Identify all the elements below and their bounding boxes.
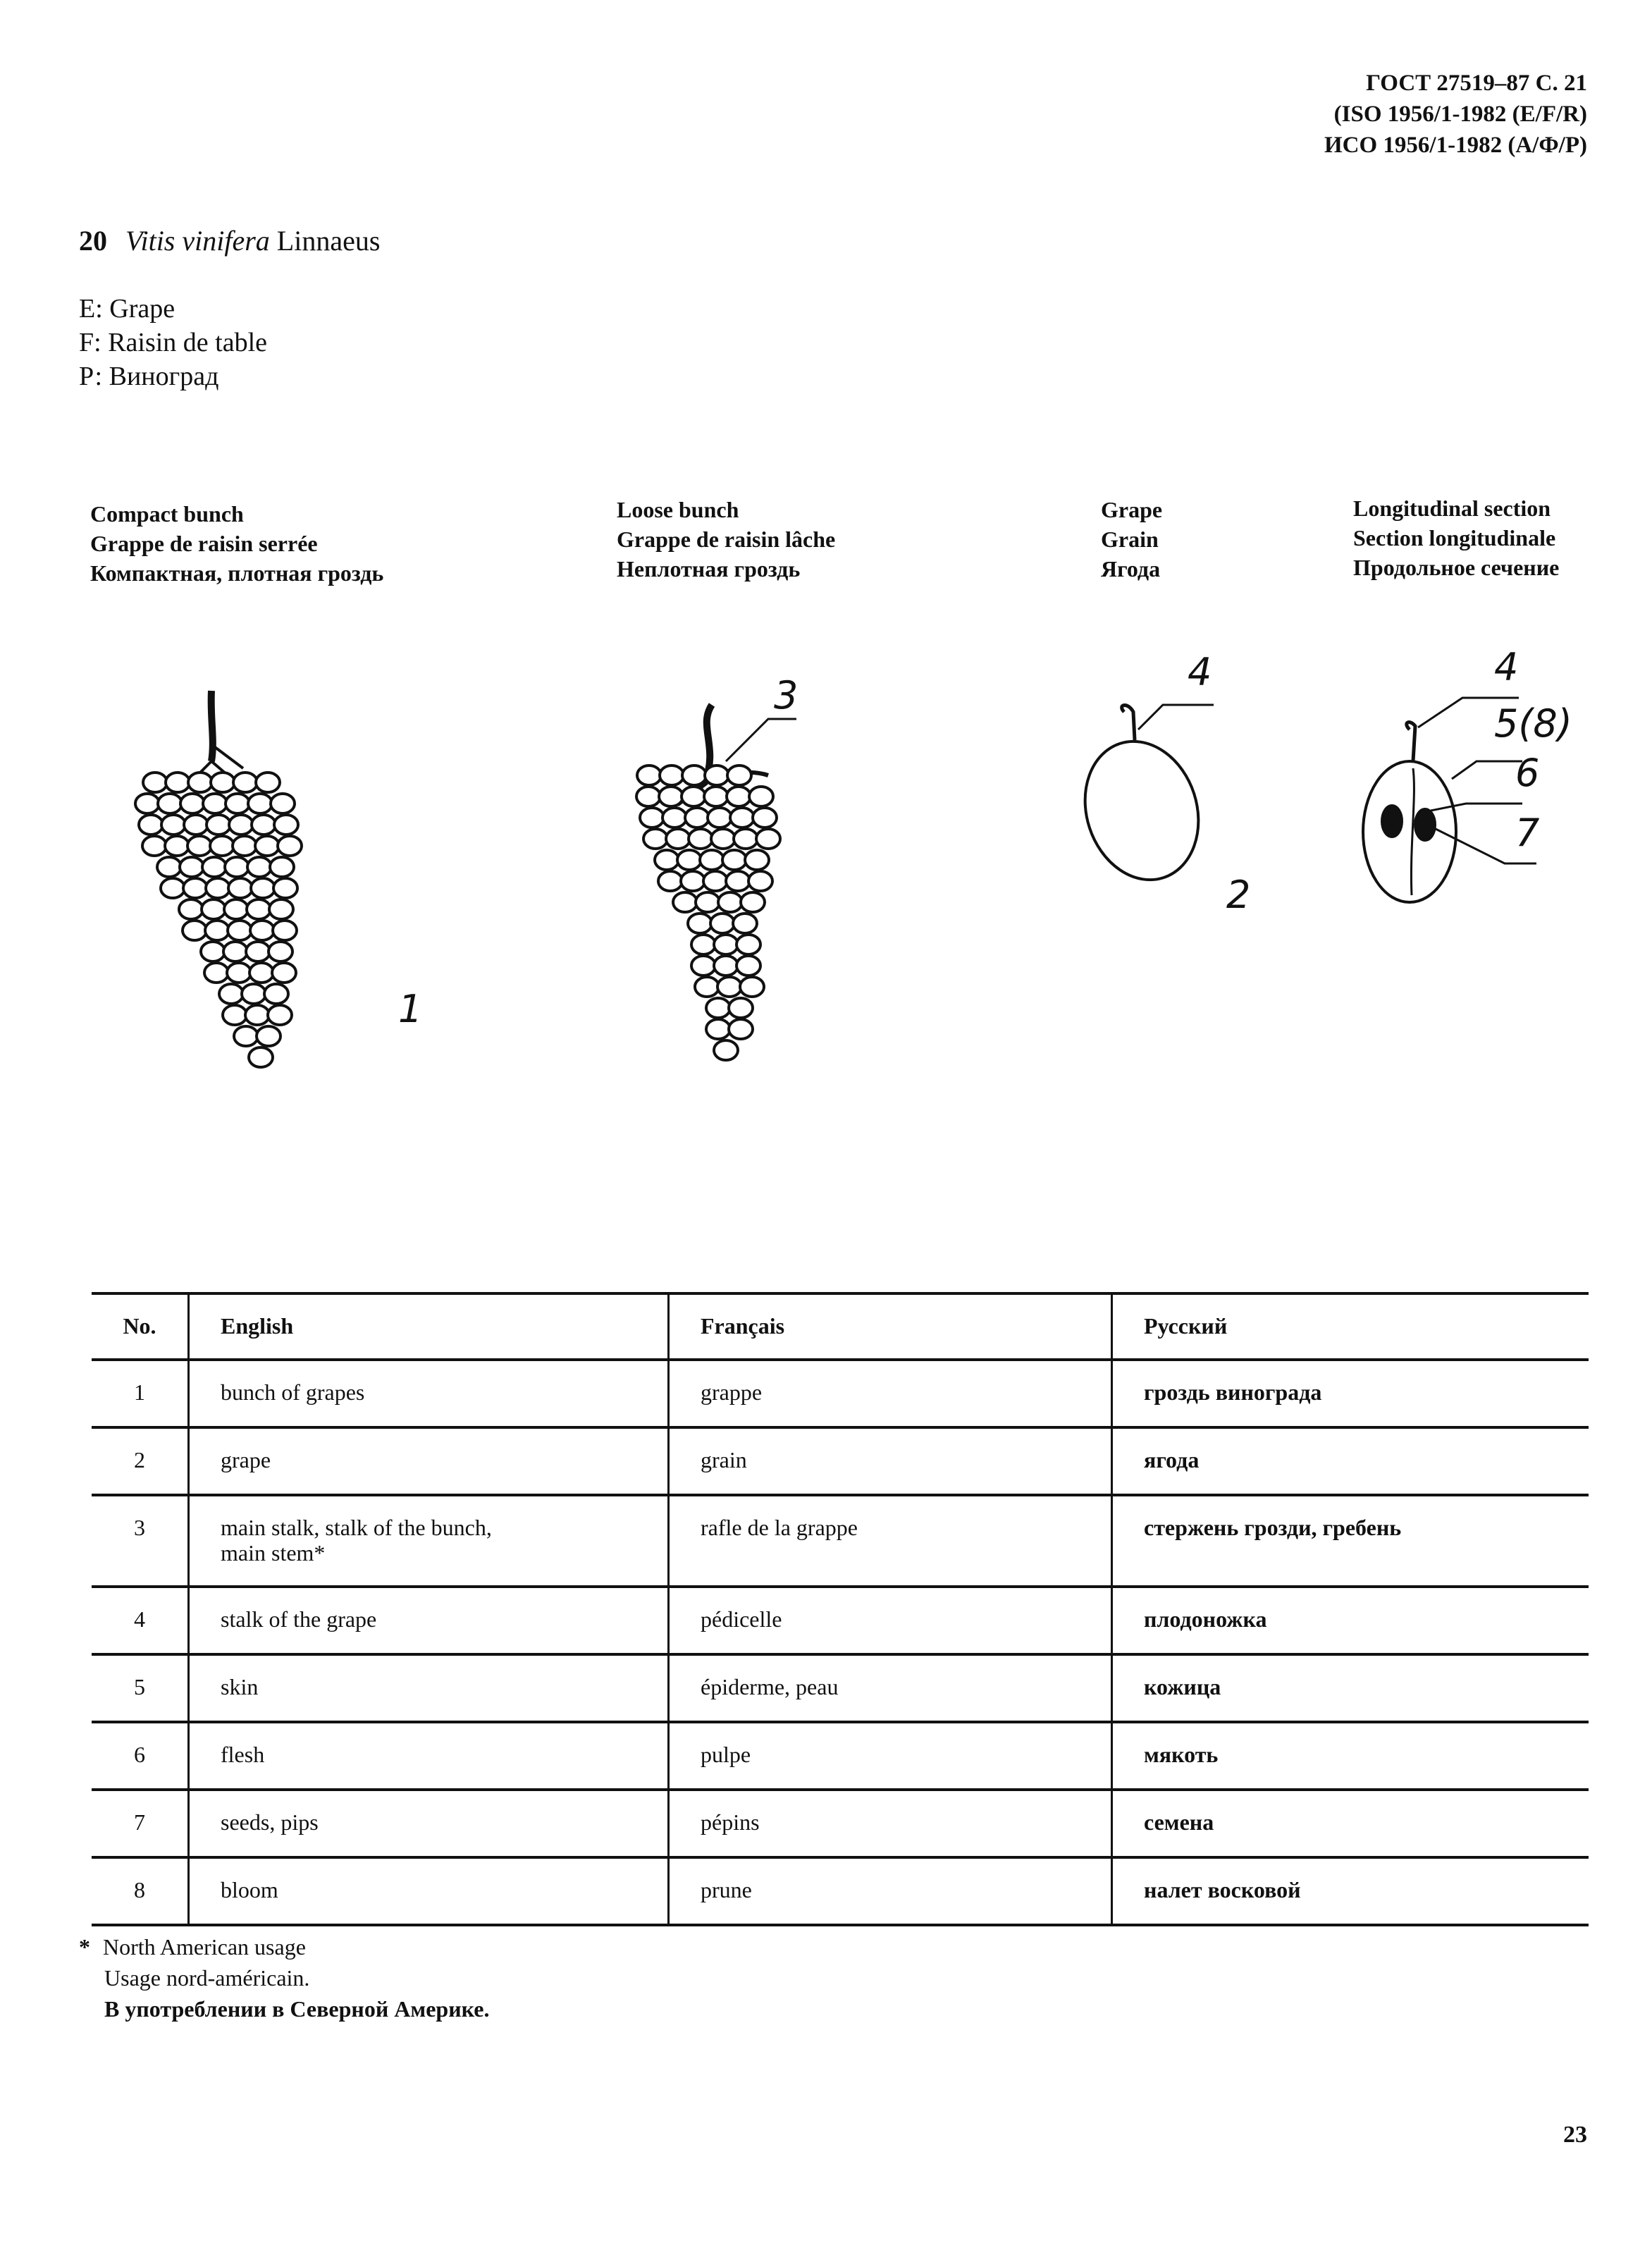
loose-bunch-berry — [729, 998, 753, 1018]
compact-bunch-berry — [273, 878, 297, 898]
loose-bunch-berry — [748, 871, 772, 891]
loose-bunch-berry — [677, 850, 701, 870]
name-english: E: Grape — [79, 294, 175, 324]
species-number: 20 — [79, 225, 107, 257]
compact-bunch-berry — [225, 857, 249, 877]
single-grape-berry — [1068, 727, 1216, 894]
loose-bunch-berry — [673, 892, 697, 912]
compact-bunch-berry — [233, 773, 257, 792]
loose-bunch-berry — [655, 850, 679, 870]
loose-bunch-berry — [714, 1040, 738, 1060]
compact-bunch-berry — [204, 963, 228, 983]
header-standard: ГОСТ 27519–87 С. 21 — [1366, 70, 1587, 96]
compact-bunch-berry — [250, 921, 274, 940]
loose-bunch-berry — [703, 871, 727, 891]
terms-table — [92, 1292, 1589, 1926]
loose-bunch-berry — [753, 808, 777, 828]
compact-bunch-berry — [180, 857, 204, 877]
compact-bunch-berry — [161, 815, 185, 835]
loose-bunch-berry — [718, 892, 742, 912]
name-french: F: Raisin de table — [79, 328, 268, 357]
loose-bunch-berry — [637, 765, 661, 785]
table-row: 2 grape grain ягода — [92, 1427, 1589, 1495]
loose-bunch-berry — [729, 1019, 753, 1039]
compact-bunch-berry — [268, 1005, 292, 1025]
loose-bunch-berry — [717, 977, 741, 997]
compact-bunch-berry — [157, 857, 181, 877]
figure-label-3: 3 — [774, 673, 799, 718]
loose-bunch-berry — [660, 765, 684, 785]
loose-bunch-berry — [691, 956, 715, 976]
figure-label-2: 2 — [1226, 873, 1251, 917]
compact-bunch-berry — [205, 921, 229, 940]
compact-bunch-berry — [249, 1047, 273, 1067]
compact-bunch-stalk — [211, 691, 213, 761]
compact-bunch-berry — [188, 773, 212, 792]
compact-bunch-berry — [252, 815, 276, 835]
loose-bunch-berry — [643, 829, 667, 849]
loose-bunch-berry — [688, 914, 712, 933]
loose-bunch-berry — [714, 935, 738, 954]
header-iso-ru-ref: ИСО 1956/1-1982 (А/Ф/Р) — [1324, 133, 1587, 158]
caption-longitudinal-section: Longitudinal section Section longitudinale Продольное сечение — [1353, 496, 1560, 580]
compact-bunch-berry — [203, 794, 227, 813]
loose-bunch-berry — [734, 829, 758, 849]
header-iso-ref: (ISO 1956/1-1982 (E/F/R) — [1333, 102, 1587, 127]
compact-bunch-berry — [206, 878, 230, 898]
compact-bunch-berry — [257, 1026, 281, 1046]
compact-bunch-berry — [202, 899, 226, 919]
loose-bunch-berry — [658, 871, 682, 891]
compact-bunch-berry — [165, 836, 189, 856]
compact-bunch-berry — [256, 773, 280, 792]
compact-bunch-berry — [269, 899, 293, 919]
footnote — [79, 1931, 489, 2024]
loose-bunch-berry — [727, 765, 751, 785]
compact-bunch-berry — [180, 794, 204, 813]
table-row: 8 bloom prune налет восковой — [92, 1857, 1589, 1925]
section-label-5-8: 5(8) — [1494, 701, 1572, 746]
section-label-4: 4 — [1494, 645, 1519, 689]
compact-bunch-berry — [143, 773, 167, 792]
loose-bunch-berry — [695, 977, 719, 997]
compact-bunch-berry — [161, 878, 185, 898]
compact-bunch-berry — [270, 857, 294, 877]
compact-bunch-berry — [183, 878, 207, 898]
loose-bunch-berry — [640, 808, 664, 828]
loose-bunch-berry — [710, 914, 734, 933]
table-row: 6 flesh pulpe мякоть — [92, 1722, 1589, 1790]
compact-bunch-berry — [273, 921, 297, 940]
compact-bunch-berry — [249, 963, 273, 983]
compact-bunch-berry — [251, 878, 275, 898]
col-header-english: English — [189, 1293, 669, 1360]
loose-bunch-berry — [727, 787, 751, 806]
table-row: 1 bunch of grapes grappe гроздь винограда — [92, 1360, 1589, 1427]
loose-bunch-berry — [706, 998, 730, 1018]
seed-left — [1382, 806, 1402, 837]
seed-right — [1415, 809, 1435, 840]
compact-bunch-berry — [142, 836, 166, 856]
table-row: 5 skin épiderme, peau кожица — [92, 1654, 1589, 1722]
compact-bunch-berry — [247, 899, 271, 919]
col-header-number: No. — [92, 1293, 189, 1360]
loose-bunch-berry — [745, 850, 769, 870]
compact-bunch-berry — [139, 815, 163, 835]
loose-bunch-berry — [659, 787, 683, 806]
footnote-english: North American usage — [103, 1934, 306, 1960]
col-header-russian: Русский — [1112, 1293, 1589, 1360]
loose-bunch-berry — [705, 765, 729, 785]
loose-bunch-berry — [749, 787, 773, 806]
loose-bunch-berry — [696, 892, 720, 912]
loose-bunch-berry — [704, 787, 728, 806]
loose-bunch-berry — [682, 787, 705, 806]
loose-bunch-berry — [689, 829, 713, 849]
table-row: 7 seeds, pips pépins семена — [92, 1790, 1589, 1857]
compact-bunch-berry — [207, 815, 230, 835]
compact-bunch-berry — [166, 773, 190, 792]
compact-bunch-berry — [233, 836, 257, 856]
compact-bunch-berry — [226, 794, 249, 813]
compact-bunch-berry — [242, 984, 266, 1004]
loose-bunch-berry — [682, 765, 706, 785]
table-row: 4 stalk of the grape pédicelle плодоножка — [92, 1587, 1589, 1654]
footnote-russian: В употреблении в Северной Америке. — [104, 1996, 490, 2022]
loose-bunch-berry — [741, 892, 765, 912]
compact-bunch-berry — [219, 984, 243, 1004]
compact-bunch-berry — [234, 1026, 258, 1046]
compact-bunch-berry — [229, 815, 253, 835]
compact-bunch-berry — [184, 815, 208, 835]
compact-bunch-berry — [210, 836, 234, 856]
loose-bunch-berry — [726, 871, 750, 891]
compact-bunch-berry — [247, 857, 271, 877]
compact-bunch-berry — [187, 836, 211, 856]
caption-grape: Grape Grain Ягода — [1101, 497, 1163, 582]
loose-bunch-berry — [722, 850, 746, 870]
loose-bunch-berry — [736, 935, 760, 954]
species-name: Vitis vinifera — [125, 225, 270, 257]
footnote-french: Usage nord-américain. — [104, 1965, 310, 1991]
compact-bunch-berry — [269, 942, 292, 961]
loose-bunch-berry — [662, 808, 686, 828]
compact-bunch-berry — [202, 857, 226, 877]
col-header-french: Français — [669, 1293, 1112, 1360]
compact-bunch-berry — [255, 836, 279, 856]
figure-label-1: 1 — [398, 987, 423, 1031]
figure-label-4: 4 — [1188, 650, 1212, 694]
compact-bunch-berry — [179, 899, 203, 919]
table-row: 3 main stalk, stalk of the bunch, main stem* rafle de la grappe стержень грозди, гребень — [92, 1495, 1589, 1587]
compact-bunch-berry — [272, 963, 296, 983]
loose-bunch-berry — [740, 977, 764, 997]
compact-bunch-berry — [271, 794, 295, 813]
section-label-7: 7 — [1515, 811, 1540, 855]
loose-bunch-berry — [636, 787, 660, 806]
compact-bunch-berry — [224, 899, 248, 919]
compact-bunch-berry — [278, 836, 302, 856]
footnote-asterisk: * — [79, 1934, 90, 1960]
loose-bunch-berry — [685, 808, 709, 828]
table-header-row — [92, 1293, 1589, 1360]
compact-bunch-berry — [135, 794, 159, 813]
section-label-6: 6 — [1515, 751, 1540, 795]
loose-bunch-berry — [691, 935, 715, 954]
compact-bunch-berry — [227, 963, 251, 983]
loose-bunch-berry — [730, 808, 754, 828]
loose-bunch-berry — [733, 914, 757, 933]
compact-bunch-berry — [223, 1005, 247, 1025]
loose-bunch-berry — [756, 829, 780, 849]
loose-bunch-berry — [711, 829, 735, 849]
compact-bunch-berry — [246, 942, 270, 961]
compact-bunch-berry — [228, 878, 252, 898]
compact-bunch-berry — [211, 773, 235, 792]
species-author: Linnaeus — [276, 225, 381, 257]
loose-bunch-berry — [681, 871, 705, 891]
compact-bunch-berry — [223, 942, 247, 961]
compact-bunch-berry — [248, 794, 272, 813]
loose-bunch-berry — [706, 1019, 730, 1039]
caption-compact-bunch: Compact bunch Grappe de raisin serrée Компактная, плотная гроздь — [90, 501, 384, 586]
compact-bunch-berry — [274, 815, 298, 835]
compact-bunch-berry — [264, 984, 288, 1004]
compact-bunch-berry — [201, 942, 225, 961]
loose-bunch-berry — [700, 850, 724, 870]
compact-bunch-berry — [183, 921, 207, 940]
compact-bunch-berry — [158, 794, 182, 813]
caption-loose-bunch: Loose bunch Grappe de raisin lâche Неплотная гроздь — [617, 497, 836, 582]
page-number: 23 — [1563, 2122, 1587, 2148]
compact-bunch-berry — [245, 1005, 269, 1025]
loose-bunch-berry — [708, 808, 732, 828]
compact-bunch-berry — [228, 921, 252, 940]
name-russian: Р: Виноград — [79, 362, 219, 391]
loose-bunch-berry — [736, 956, 760, 976]
loose-bunch-berry — [666, 829, 690, 849]
loose-bunch-berry — [714, 956, 738, 976]
